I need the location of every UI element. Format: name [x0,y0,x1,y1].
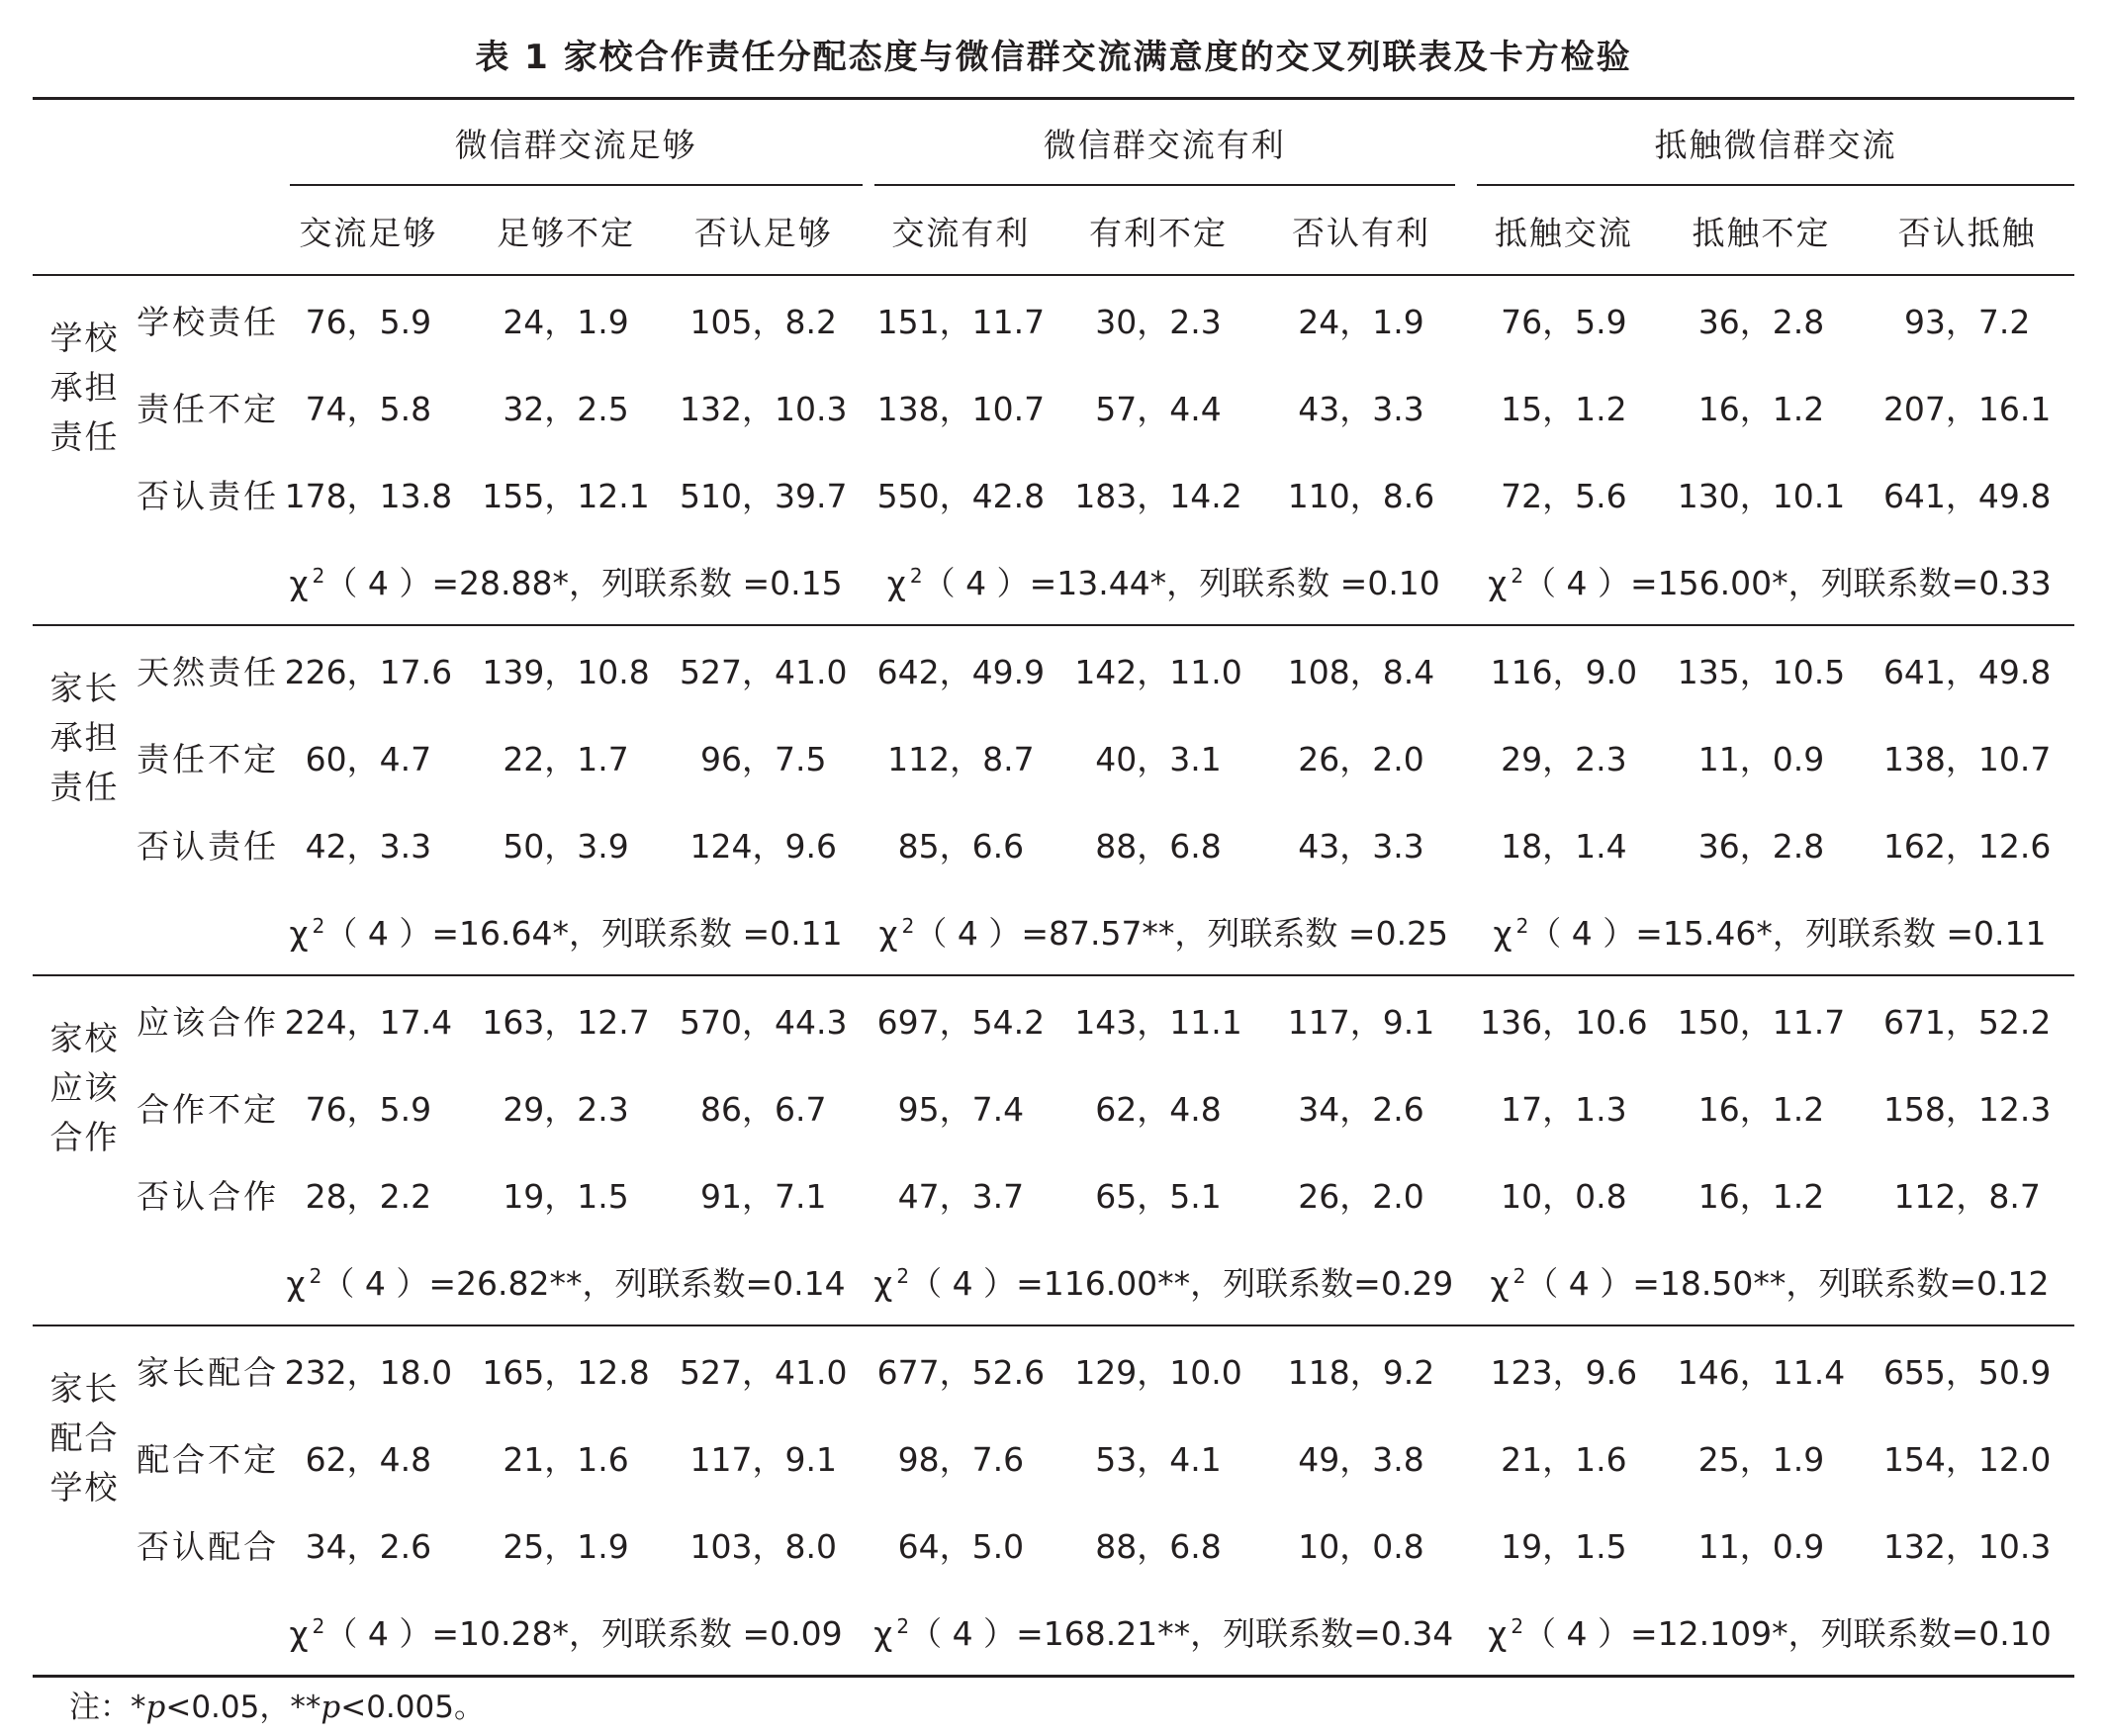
chi-superscript: 2 [312,1613,325,1638]
data-cell: 24，1.9 [1257,275,1465,363]
group-header-row [33,99,2074,188]
chi-square-result [1465,1237,2074,1325]
data-cell: 21，1.6 [503,1439,629,1479]
chi-square-result [863,1237,1465,1325]
row-label: 天然责任 [137,625,270,713]
data-cell: 108，8.4 [1257,625,1465,713]
data-cell: 72，5.6 [1501,476,1627,515]
chi-square-row [33,887,2074,975]
section-label [33,275,137,625]
chi-square-row [33,1237,2074,1325]
data-cell: 65，5.1 [1095,1176,1222,1216]
data-cell: 25，1.9 [1697,1439,1825,1479]
data-cell: 178，13.8 [284,476,453,515]
row-label: 应该合作 [137,975,270,1063]
data-cell: 641，49.8 [1860,625,2074,713]
chi-df: （ 4 ） [324,913,432,953]
section-label-line: 责任 [49,417,120,456]
data-cell: 103，8.0 [689,1526,837,1566]
chi-df: （ 4 ） [914,913,1022,953]
column-header: 有利不定 [1089,213,1229,252]
chi-df: （ 4 ） [324,563,432,602]
column-header: 否认抵触 [1897,213,2037,252]
section-label-line: 家长 [49,1369,120,1408]
table-row [33,800,2074,887]
chi-square-result [863,887,1465,975]
data-cell: 91，7.1 [699,1176,827,1216]
section-label [33,625,137,975]
chi-df: （ 4 ） [324,1613,432,1653]
sub-header-row [33,187,2074,275]
table-row [33,363,2074,450]
column-header: 否认足够 [693,213,833,252]
chi-square-result [863,537,1465,625]
chi-df: （ 4 ） [1525,1263,1633,1303]
group-header: 微信群交流足够 [270,99,863,188]
data-cell: 510，39.7 [679,476,848,515]
data-cell: 34，2.6 [1298,1089,1424,1129]
data-cell: 146，11.4 [1663,1325,1861,1414]
group-header: 抵触微信群交流 [1465,99,2074,188]
table-row [33,450,2074,537]
data-cell: 232，18.0 [270,1325,468,1414]
chi-symbol: χ [878,913,898,953]
table-title: 表 1 家校合作责任分配态度与微信群交流满意度的交叉列联表及卡方检验 [475,38,1632,77]
crosstab-table [33,97,2074,1678]
data-cell: 40，3.1 [1095,739,1222,778]
chi-superscript: 2 [309,1263,322,1288]
chi-symbol: χ [873,1613,893,1653]
section-label-line: 家长 [49,669,120,707]
data-cell: 18，1.4 [1501,826,1627,866]
chi-symbol: χ [289,1613,309,1653]
data-cell: 85，6.6 [897,826,1025,866]
table-row [33,625,2074,713]
data-cell: 697，54.2 [863,975,1060,1063]
row-label: 家长配合 [137,1325,270,1414]
data-cell: 570，44.3 [665,975,863,1063]
row-label: 配合不定 [137,1439,280,1479]
column-header: 抵触不定 [1692,213,1831,252]
chi-value: =168.21**，列联系数=0.34 [1016,1613,1454,1653]
data-cell: 76，5.9 [1465,275,1663,363]
data-cell: 29，2.3 [1501,739,1627,778]
data-cell: 29，2.3 [503,1089,629,1129]
table-row [33,275,2074,363]
data-cell: 10，0.8 [1501,1176,1627,1216]
data-cell: 36，2.8 [1663,275,1861,363]
data-cell: 50，3.9 [503,826,629,866]
table-note: 注：*p<0.05，**p<0.005。 [69,1690,485,1725]
data-cell: 138，10.7 [1882,739,2052,778]
chi-superscript: 2 [901,913,915,938]
chi-square-row [33,537,2074,625]
data-cell: 21，1.6 [1501,1439,1627,1479]
chi-symbol: χ [886,563,906,602]
data-cell: 163，12.7 [467,975,665,1063]
data-cell: 155，12.1 [482,476,650,515]
data-cell: 28，2.2 [305,1176,432,1216]
data-cell: 34，2.6 [305,1526,432,1566]
chi-square-result [270,887,863,975]
table-row [33,1414,2074,1501]
data-cell: 53，4.1 [1095,1439,1222,1479]
chi-superscript: 2 [896,1613,910,1638]
chi-square-result [1465,1588,2074,1677]
data-cell: 11，0.9 [1697,1526,1825,1566]
chi-value: =28.88*，列联系数 =0.15 [431,563,843,602]
chi-symbol: χ [286,1263,306,1303]
table-row [33,1501,2074,1588]
table-row [33,1325,2074,1414]
chi-square-result [270,1588,863,1677]
data-cell: 16，1.2 [1697,1089,1825,1129]
chi-df: （ 4 ） [1528,913,1636,953]
data-cell: 62，4.8 [305,1439,432,1479]
data-cell: 183，14.2 [1074,476,1242,515]
data-cell: 57，4.4 [1095,389,1222,428]
data-cell: 123，9.6 [1465,1325,1663,1414]
chi-df: （ 4 ） [1523,1613,1631,1653]
row-label: 否认配合 [137,1526,280,1566]
section-label-line: 合作 [49,1118,120,1156]
chi-value: =12.109*，列联系数=0.10 [1630,1613,2052,1653]
data-cell: 642，49.9 [863,625,1060,713]
column-header: 足够不定 [497,213,636,252]
data-cell: 60，4.7 [305,739,432,778]
data-cell: 36，2.8 [1697,826,1825,866]
column-header: 否认有利 [1291,213,1430,252]
data-cell: 118，9.2 [1257,1325,1465,1414]
row-label: 责任不定 [137,739,280,778]
chi-superscript: 2 [1511,1613,1524,1638]
data-cell: 10，0.8 [1298,1526,1424,1566]
section-label-line: 承担 [49,718,120,757]
data-cell: 24，1.9 [467,275,665,363]
chi-value: =156.00*，列联系数=0.33 [1630,563,2052,602]
group-header: 微信群交流有利 [863,99,1465,188]
data-cell: 117，9.1 [1257,975,1465,1063]
row-label: 否认责任 [137,826,280,866]
data-cell: 19，1.5 [1501,1526,1627,1566]
data-cell: 47，3.7 [897,1176,1025,1216]
chi-symbol: χ [1488,1613,1508,1653]
column-header: 抵触交流 [1494,213,1633,252]
data-cell: 129，10.0 [1059,1325,1257,1414]
data-cell: 671，52.2 [1860,975,2074,1063]
data-cell: 162，12.6 [1882,826,2052,866]
chi-square-result [270,537,863,625]
data-cell: 26，2.0 [1298,739,1424,778]
chi-value: =18.50**，列联系数=0.12 [1632,1263,2050,1303]
data-cell: 138，10.7 [876,389,1046,428]
chi-superscript: 2 [909,563,923,588]
data-cell: 64，5.0 [897,1526,1025,1566]
chi-value: =116.00**，列联系数=0.29 [1016,1263,1454,1303]
data-cell: 15，1.2 [1501,389,1627,428]
data-cell: 76，5.9 [305,1089,432,1129]
data-cell: 165，12.8 [467,1325,665,1414]
data-cell: 143，11.1 [1059,975,1257,1063]
data-cell: 95，7.4 [897,1089,1025,1129]
chi-square-result [863,1588,1465,1677]
data-cell: 32，2.5 [503,389,629,428]
section-label-line: 配合 [49,1418,120,1457]
chi-symbol: χ [289,913,309,953]
data-cell: 88，6.8 [1095,1526,1222,1566]
section-label-line: 学校 [49,319,120,357]
row-label: 否认责任 [137,476,280,515]
chi-value: =26.82**，列联系数=0.14 [428,1263,846,1303]
data-cell: 19，1.5 [503,1176,629,1216]
column-header: 交流有利 [891,213,1031,252]
chi-square-result [1465,887,2074,975]
data-cell: 116，9.0 [1465,625,1663,713]
chi-value: =15.46*，列联系数 =0.11 [1635,913,2047,953]
data-cell: 42，3.3 [305,826,432,866]
data-cell: 25，1.9 [503,1526,629,1566]
section-label-line: 应该 [49,1068,120,1107]
section-label-line: 责任 [49,768,120,806]
data-cell: 22，1.7 [503,739,629,778]
data-cell: 74，5.8 [305,389,432,428]
chi-df: （ 4 ） [909,1263,1017,1303]
chi-df: （ 4 ） [909,1613,1017,1653]
chi-square-result [270,1237,863,1325]
data-cell: 655，50.9 [1860,1325,2074,1414]
data-cell: 677，52.6 [863,1325,1060,1414]
data-cell: 641，49.8 [1882,476,2052,515]
data-cell: 135，10.5 [1663,625,1861,713]
data-cell: 17，1.3 [1501,1089,1627,1129]
chi-value: =10.28*，列联系数 =0.09 [431,1613,843,1653]
chi-square-result [1465,537,2074,625]
data-cell: 110，8.6 [1287,476,1435,515]
chi-symbol: χ [873,1263,893,1303]
data-cell: 158，12.3 [1882,1089,2052,1129]
data-cell: 26，2.0 [1298,1176,1424,1216]
data-cell: 76，5.9 [270,275,468,363]
data-cell: 30，2.3 [1059,275,1257,363]
data-cell: 112，8.7 [1893,1176,2041,1216]
data-cell: 16，1.2 [1697,1176,1825,1216]
row-label: 合作不定 [137,1089,280,1129]
chi-square-row [33,1588,2074,1677]
data-cell: 132，10.3 [1882,1526,2052,1566]
chi-symbol: χ [1490,1263,1510,1303]
data-cell: 224，17.4 [270,975,468,1063]
data-cell: 43，3.3 [1298,389,1424,428]
section-label [33,1325,137,1677]
data-cell: 527，41.0 [665,1325,863,1414]
data-cell: 96，7.5 [699,739,827,778]
chi-value: =13.44*，列联系数 =0.10 [1029,563,1440,602]
column-header: 交流足够 [299,213,438,252]
table-row [33,713,2074,800]
data-cell: 527，41.0 [665,625,863,713]
chi-superscript: 2 [1515,913,1529,938]
data-cell: 207，16.1 [1882,389,2052,428]
data-cell: 86，6.7 [699,1089,827,1129]
data-cell: 43，3.3 [1298,826,1424,866]
data-cell: 550，42.8 [876,476,1046,515]
data-cell: 88，6.8 [1095,826,1222,866]
row-label: 学校责任 [137,275,270,363]
chi-superscript: 2 [1511,563,1524,588]
chi-symbol: χ [289,563,309,602]
data-cell: 49，3.8 [1298,1439,1424,1479]
chi-symbol: χ [1488,563,1508,602]
data-cell: 112，8.7 [887,739,1035,778]
section-label-line: 家校 [49,1019,120,1057]
data-cell: 16，1.2 [1697,389,1825,428]
data-cell: 151，11.7 [863,275,1060,363]
data-cell: 11，0.9 [1697,739,1825,778]
data-cell: 93，7.2 [1860,275,2074,363]
table-body [33,275,2074,1677]
chi-superscript: 2 [312,563,325,588]
data-cell: 130，10.1 [1677,476,1846,515]
data-cell: 154，12.0 [1882,1439,2052,1479]
data-cell: 132，10.3 [679,389,848,428]
data-cell: 136，10.6 [1465,975,1663,1063]
corner-cell [33,99,270,188]
chi-superscript: 2 [312,913,325,938]
section-label-line: 学校 [49,1468,120,1507]
chi-symbol: χ [1493,913,1512,953]
chi-value: =87.57**，列联系数 =0.25 [1021,913,1449,953]
data-cell: 124，9.6 [689,826,837,866]
chi-value: =16.64*，列联系数 =0.11 [431,913,843,953]
chi-df: （ 4 ） [321,1263,429,1303]
section-label [33,975,137,1325]
table-row [33,1063,2074,1150]
data-cell: 117，9.1 [689,1439,837,1479]
row-label: 否认合作 [137,1176,280,1216]
data-cell: 98，7.6 [897,1439,1025,1479]
table-row [33,1150,2074,1237]
data-cell: 62，4.8 [1095,1089,1222,1129]
data-cell: 105，8.2 [665,275,863,363]
chi-superscript: 2 [896,1263,910,1288]
row-label: 责任不定 [137,389,280,428]
data-cell: 150，11.7 [1663,975,1861,1063]
data-cell: 139，10.8 [467,625,665,713]
data-cell: 142，11.0 [1059,625,1257,713]
data-cell: 226，17.6 [270,625,468,713]
section-label-line: 承担 [49,368,120,407]
chi-superscript: 2 [1512,1263,1526,1288]
table-row [33,975,2074,1063]
chi-df: （ 4 ） [1523,563,1631,602]
chi-df: （ 4 ） [922,563,1030,602]
